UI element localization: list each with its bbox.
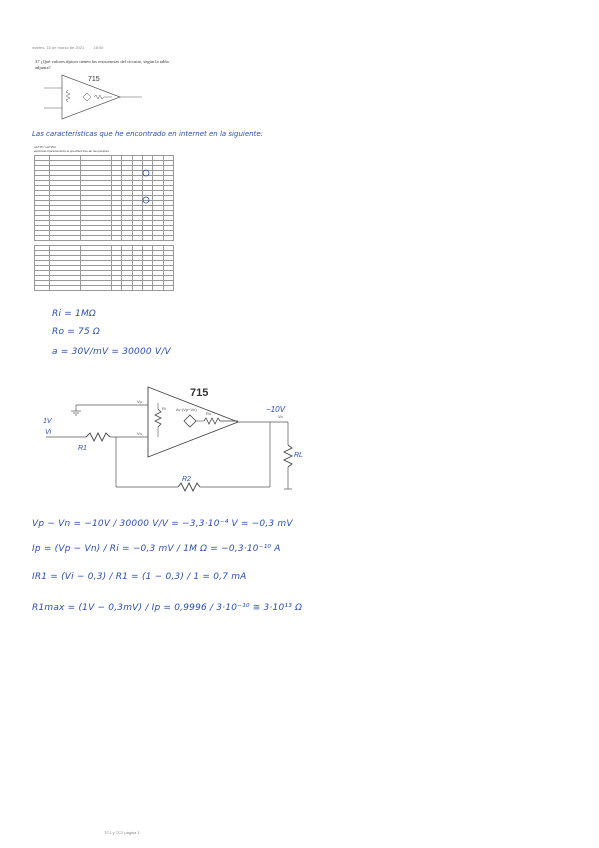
footer-page: TC1 y TC2 página 1 [104,830,140,835]
r1-label: R1 [78,445,87,452]
r2-resistor [178,483,200,491]
ri-resistor [155,409,161,427]
rl-resistor [284,445,292,467]
small-ro-resistor [94,95,112,99]
vo-label: Vo [278,414,283,419]
small-opamp-diagram [42,72,152,122]
value-ro: Ro = 75 Ω [52,327,101,337]
equation-2: Ip = (Vp − Vn) / Ri = −0,3 mV / 1M Ω = −0,3·10⁻¹⁰ A [32,544,281,554]
header-time: 18:00 [93,45,104,50]
circuit-diagram [38,383,318,495]
datasheet-annotation-marks [134,168,164,208]
handwritten-intro: Las características que he encontrado en internet en la siguiente: [32,130,263,138]
header-date [32,45,103,50]
value-ri: Ri = 1MΩ [52,309,96,319]
header-timestamp: martes, 16 de marzo de 2021 [32,45,85,50]
ro-label: Ro [206,411,212,416]
datasheet-part: uA715 / uA715C [34,145,57,149]
datasheet-image [34,146,174,298]
chip-label: 715 [190,387,209,399]
equation-3: IR1 = (Vi − 0,3) / R1 = (1 − 0,3) / 1 = 0,7 mA [32,572,247,582]
equation-4: R1max = (1V − 0,3mV) / Ip = 0,9996 / 3·10⁻¹⁰ ≅ 3·10¹³ Ω [32,603,303,613]
rl-label: RL [294,452,303,459]
r2-label: R2 [182,476,191,483]
small-chip-label: 715 [88,76,100,83]
datasheet-table-bottom [34,245,174,291]
question-text: ¿Qué valores típicos tienen las resistencias del circuito, según la tabla adjunta? [35,59,169,70]
question-number: 37 [35,59,40,64]
value-gain: a = 30V/mV = 30000 V/V [52,347,171,357]
input-value: 1V [43,418,52,425]
datasheet-title [34,146,174,153]
source-label: Av·(Vp−Vn) [176,407,197,412]
ro-resistor [204,418,238,424]
r1-resistor [86,433,110,441]
vn-label: Vn [137,431,142,436]
small-source [83,93,91,101]
datasheet-caption: electrical characteristics at specified free-air temperature [34,148,110,153]
output-value: −10V [266,405,285,414]
equation-1: Vp − Vn = −10V / 30000 V/V = −3,3·10⁻⁴ V = −0,3 mV [32,519,293,529]
question [35,59,185,71]
vp-label: Vp [137,399,142,404]
small-ri-resistor [66,90,70,102]
input-label: Vi [45,429,52,436]
dependent-source [184,415,196,427]
ri-label: Ri [162,406,166,411]
